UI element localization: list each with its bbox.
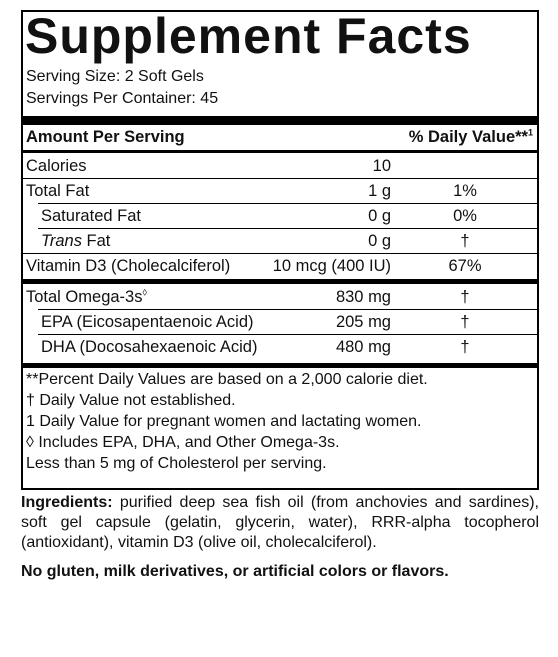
footnote: † Daily Value not established. (26, 392, 236, 409)
nutrient-dv: † (460, 288, 470, 306)
footnote: 1 Daily Value for pregnant women and lactating women. (26, 413, 422, 430)
table-row (23, 285, 537, 310)
table-row (23, 229, 537, 254)
nutrient-name: Vitamin D3 (Cholecalciferol) (26, 257, 231, 275)
table-row (23, 154, 537, 179)
nutrient-name: EPA (Eicosapentaenoic Acid) (41, 313, 254, 331)
daily-value-label: % Daily Value**$^1$ (408, 127, 533, 146)
nutrient-name: Total Omega-3s◊ (26, 287, 147, 306)
nutrient-amount: 10 mcg (400 IU) (272, 257, 391, 275)
table-header (23, 125, 537, 150)
nutrient-dv: 1% (453, 182, 477, 200)
amount-per-serving-label: Amount Per Serving (26, 128, 185, 146)
nutrient-amount: 205 mg (335, 313, 391, 331)
serving-size: Serving Size: 2 Soft Gels (26, 68, 204, 85)
ingredients-list: purified deep sea fish oil (from anchovies and sardines), soft gel capsule (gelatin, glycerin, water), RRR-alpha tocopherol (antioxidant), vitamin D3 (olive oil, cholecalciferol). (21, 494, 539, 551)
table-row (23, 204, 537, 229)
supplement-facts-panel (21, 10, 539, 490)
nutrient-amount: 830 mg (335, 288, 391, 306)
nutrient-dv: † (460, 338, 470, 356)
section-divider (23, 279, 537, 284)
table-row (23, 254, 537, 279)
nutrient-amount: 10 (372, 157, 391, 175)
nutrient-dv: † (460, 232, 470, 250)
panel-title: Supplement Facts (25, 8, 472, 64)
table-row (23, 179, 537, 204)
nutrient-amount: 0 g (368, 232, 391, 250)
header-divider (23, 150, 537, 153)
nutrient-name: Saturated Fat (41, 207, 141, 225)
table-row (23, 310, 537, 335)
servings-per-container: Servings Per Container: 45 (26, 90, 219, 107)
footnote-divider (23, 363, 537, 368)
nutrient-name: DHA (Docosahexaenoic Acid) (41, 338, 258, 356)
nutrient-dv: † (460, 313, 470, 331)
nutrient-amount: 1 g (368, 182, 391, 200)
nutrient-amount: 0 g (368, 207, 391, 225)
footnote: Less than 5 mg of Cholesterol per serving. (26, 455, 327, 472)
nutrient-name: Calories (26, 157, 87, 175)
nutrient-amount: 480 mg (335, 338, 391, 356)
nutrient-name: Total Fat (26, 182, 90, 200)
thick-divider (23, 116, 537, 125)
nutrient-dv: 0% (453, 207, 477, 225)
table-row (23, 335, 537, 360)
footnote: **Percent Daily Values are based on a 2,000 calorie diet. (26, 371, 428, 388)
nutrient-name: Trans Fat (41, 232, 111, 250)
footnote: ◊ Includes EPA, DHA, and Other Omega-3s. (26, 434, 340, 451)
ingredients-label: Ingredients: (21, 494, 113, 511)
free-from-statement: No gluten, milk derivatives, or artificial colors or flavors. (21, 563, 449, 580)
ingredients-text (21, 493, 539, 553)
nutrient-dv: 67% (448, 257, 482, 275)
